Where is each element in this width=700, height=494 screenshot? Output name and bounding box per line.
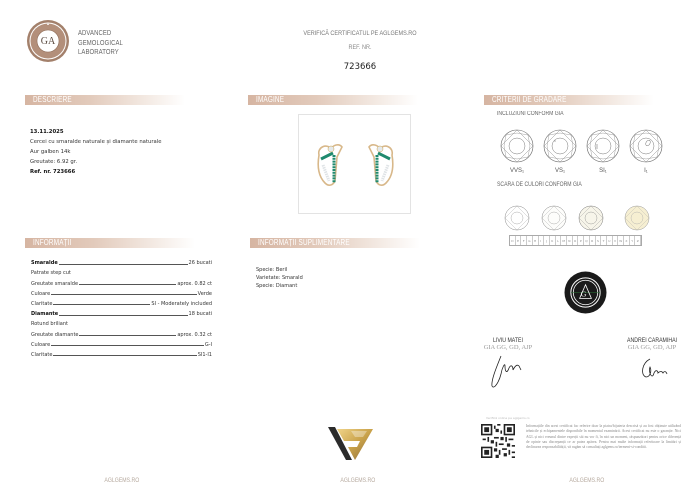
- info-row: Culoare G-I: [31, 341, 212, 348]
- color-scale-ruler: D E F G H I J K L M N O P Q R S T U V W X Y Z: [509, 235, 642, 246]
- footer-site-center[interactable]: AGLGEMS.RO: [340, 477, 376, 484]
- inclusions-title: INCLUZIUNI CONFORM GIA: [497, 111, 564, 117]
- supplementary-info: Specie: Beril Varietate: Smarald Specie: Diamant: [256, 267, 303, 289]
- info-row: Culoare Verde: [31, 290, 212, 297]
- info-row: Smaralde 26 bucati: [31, 260, 212, 267]
- signature-liviu-matei: [487, 352, 527, 392]
- ref-label: REF. NR.: [348, 44, 372, 51]
- section-informatii: INFORMAȚII: [25, 238, 195, 248]
- info-row: Greutate smaralde aprox. 0.82 ct: [31, 280, 212, 287]
- weight: Greutate: 6.92 gr.: [30, 159, 78, 165]
- info-row: Claritate SI - Moderately included: [31, 300, 212, 307]
- clarity-label-vvs1: VVS₁: [509, 168, 525, 174]
- clarity-label-si1: SI₁: [599, 168, 607, 174]
- info-row: Greutate diamante aprox. 0.32 ct: [31, 331, 212, 338]
- lab-black-seal: [564, 271, 607, 314]
- legal-disclaimer: Informațiile din acest certificat fac referire doar la piatra/bijuteria descrisă și au fost obținute utilizând tehnicile și echipamentele disponibile în momentul examinării. Acest certificat nu este o garanție. Nici AGL și nici vreunul dintre experții săi nu vor fi, în nici un moment, răspunzători pentru orice diferență de opinie sau discrepanță ce ar putea apărea. Pentru mai multe informații referitoare la limitări și declinarea responsabilității, vă rugăm să consultați aglgems.ro/termeni-si-conditii.: [526, 424, 681, 450]
- section-descriere: DESCRIERE: [25, 95, 185, 105]
- qr-caption: Verifică online pe aglgems.ro: [486, 416, 530, 420]
- info-row: Patrate step cut: [31, 270, 71, 277]
- ref-value: 723666: [343, 62, 377, 72]
- color-diamond-colorless: [504, 205, 530, 231]
- metal: Aur galben 14k: [30, 149, 71, 155]
- item-description: Cercei cu smaralde naturale și diamante naturale: [30, 139, 162, 145]
- svg-text:GA: GA: [40, 36, 56, 47]
- verify-certificate-text: VERIFICĂ CERTIFICATUL PE AGLGEMS.RO: [303, 30, 417, 37]
- signer-liviu-matei: LIVIU MATEI GIA GG, GD, AJP: [483, 337, 533, 351]
- color-diamond-faint: [578, 205, 604, 231]
- certificate-date: 13.11.2025: [30, 129, 64, 135]
- agl-brand-logo: [327, 425, 377, 462]
- clarity-diamond-vvs1: [500, 129, 534, 163]
- color-scale-title: SCARĂ DE CULORI CONFORM GIA: [497, 182, 582, 188]
- color-diamond-light-yellow: [624, 205, 650, 231]
- footer-site-right[interactable]: AGLGEMS.RO: [569, 477, 605, 484]
- clarity-diamond-vs1: [543, 129, 577, 163]
- info-row: Rotund briliant: [31, 321, 68, 328]
- description-block: [30, 127, 162, 177]
- section-criterii: CRITERII DE GRADARE: [484, 95, 654, 105]
- svg-text:G: G: [580, 289, 587, 299]
- signature-andrei-caramihai: [636, 355, 676, 385]
- color-diamond-near-colorless: [541, 205, 567, 231]
- signer-andrei-caramihai: ANDREI CARAMIHAI GIA GG, GD, AJP: [627, 337, 677, 351]
- clarity-label-vs1: VS₁: [554, 168, 566, 174]
- clarity-diamond-si1: [586, 129, 620, 163]
- clarity-diamond-i1: [629, 129, 663, 163]
- section-informatii-suplimentare: INFORMAȚII SUPLIMENTARE: [250, 238, 420, 248]
- section-imagine: IMAGINE: [248, 95, 418, 105]
- lab-seal-logo: [26, 19, 70, 63]
- reference-number: Ref. nr. 723666: [30, 169, 76, 175]
- info-row: Claritate SI1-I1: [31, 351, 212, 358]
- verification-qr-code[interactable]: [481, 424, 515, 458]
- clarity-label-i1: I₁: [644, 168, 648, 174]
- info-row: Diamante 18 bucati: [31, 311, 212, 318]
- product-image: [298, 114, 411, 214]
- lab-name: ADVANCED GEMOLOGICAL LABORATORY: [78, 30, 123, 56]
- footer-site-left[interactable]: AGLGEMS.RO: [104, 477, 140, 484]
- info-table: [31, 256, 212, 358]
- earrings-image: [299, 115, 412, 215]
